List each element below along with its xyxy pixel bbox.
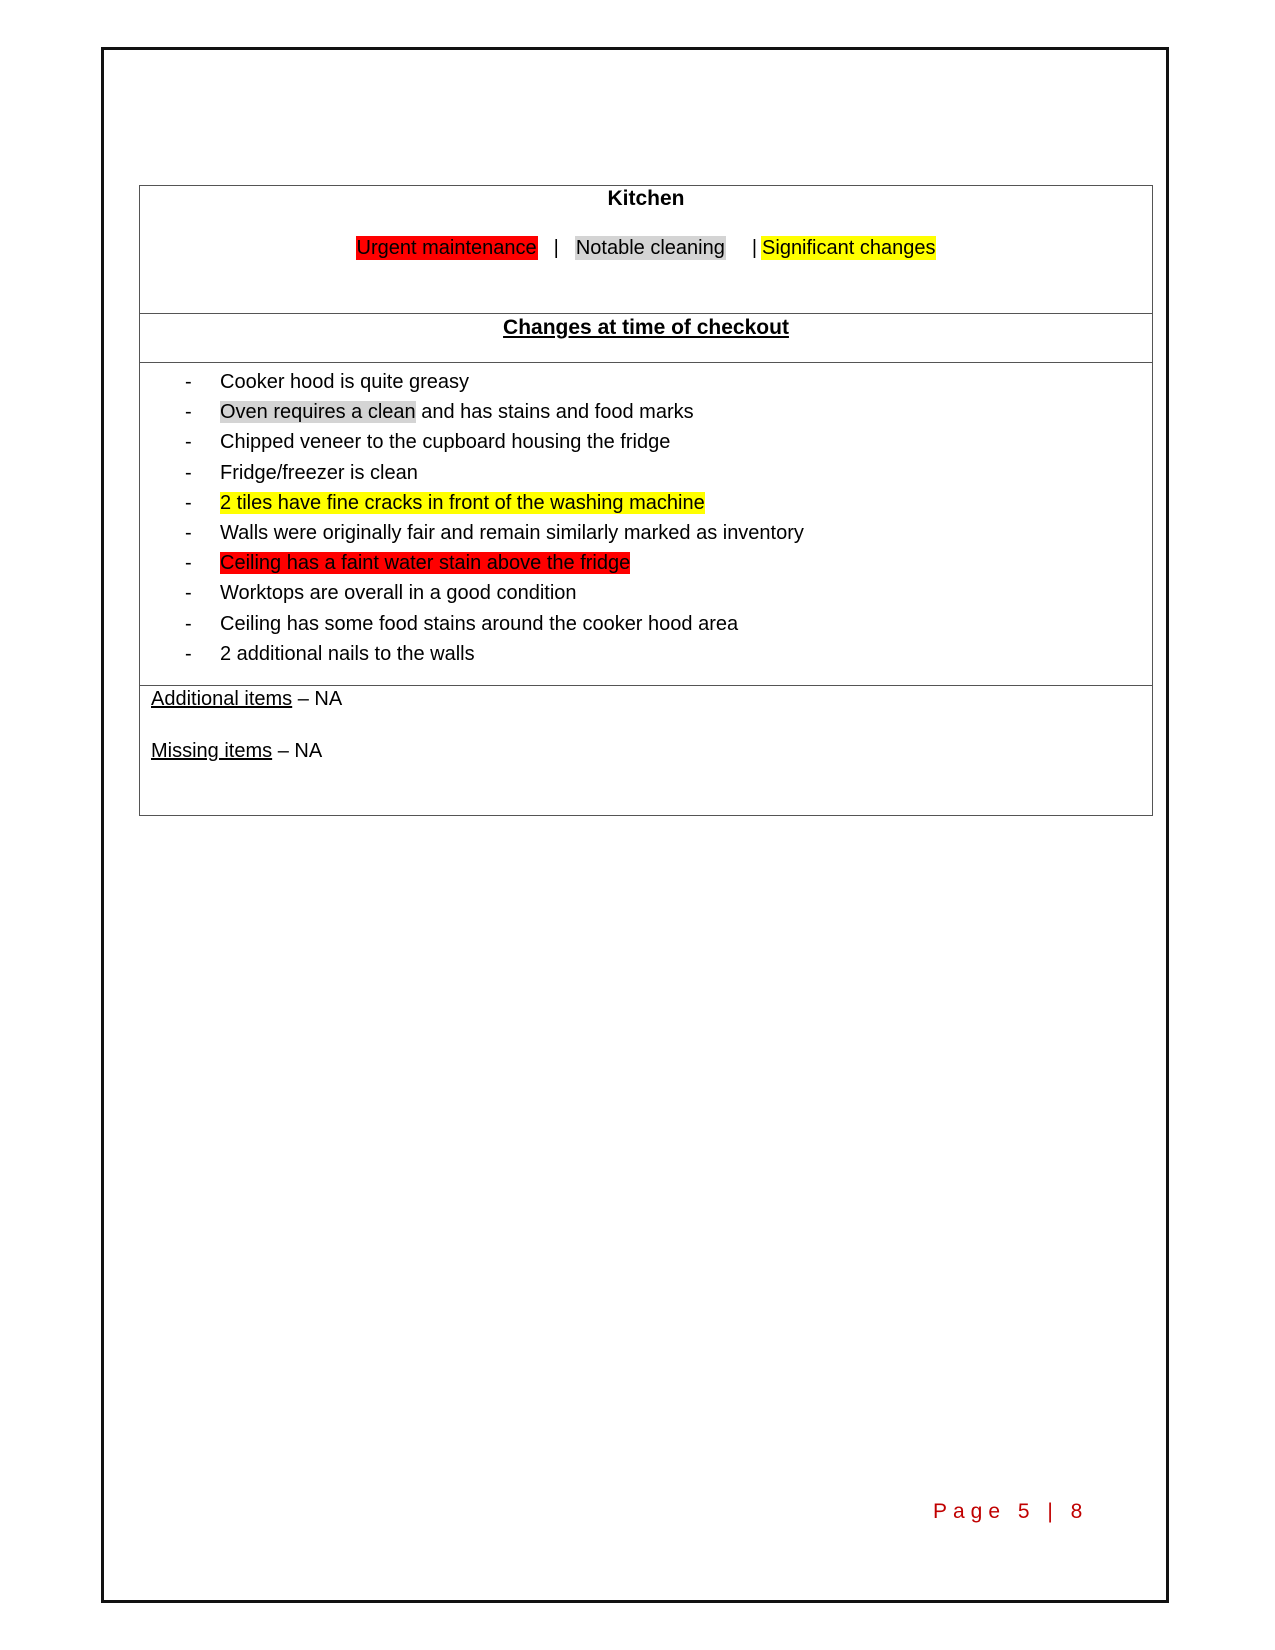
page-number: Page 5 | 8: [933, 1500, 1089, 1523]
bullet: -: [185, 461, 192, 484]
list-item: - Walls were originally fair and remain similarly marked as inventory: [140, 518, 1152, 548]
highlight-significant: 2 tiles have fine cracks in front of the washing machine: [220, 491, 705, 514]
missing-items-label: Missing items: [151, 740, 273, 762]
list-item: [140, 548, 1152, 578]
bullet: -: [185, 431, 192, 454]
list-item: - Worktops are overall in a good condition: [140, 578, 1152, 608]
bullet: -: [185, 521, 192, 544]
missing-items-value: – NA: [272, 740, 323, 762]
legend-separator: |: [751, 237, 758, 259]
bullet: -: [185, 612, 192, 635]
list-item: - 2 additional nails to the walls: [140, 639, 1152, 669]
bullet: -: [185, 582, 192, 605]
bullet: -: [185, 491, 192, 514]
legend-urgent-maintenance: Urgent maintenance: [356, 237, 537, 259]
additional-items: [151, 688, 342, 711]
bullet: -: [185, 642, 192, 665]
missing-items: [151, 740, 322, 763]
kitchen-report-table: [139, 185, 1153, 816]
bullet: -: [185, 552, 192, 575]
highlight-urgent: Ceiling has a faint water stain above the fridge: [220, 552, 631, 575]
list-item: - Ceiling has some food stains around the cooker hood area: [140, 609, 1152, 639]
list-item: - Chipped veneer to the cupboard housing the fridge: [140, 427, 1152, 457]
legend: [140, 237, 1152, 260]
bullet: -: [185, 401, 192, 424]
items-section: [140, 686, 1152, 815]
changes-section: [140, 363, 1152, 686]
bullet: -: [185, 371, 192, 393]
room-header: [140, 186, 1152, 314]
additional-items-label: Additional items: [151, 688, 293, 710]
list-item: - Oven requires a clean and has stains and food marks: [140, 397, 1152, 427]
section-title: Changes at time of checkout: [503, 316, 789, 339]
legend-significant-changes: Significant changes: [762, 237, 936, 259]
list-item: [140, 488, 1152, 518]
list-item: - Cooker hood is quite greasy: [140, 367, 1152, 397]
section-header: [140, 314, 1152, 363]
highlight-cleaning: Oven requires a clean: [220, 401, 416, 424]
changes-list: [140, 367, 1152, 669]
legend-notable-cleaning: Notable cleaning: [575, 237, 725, 259]
additional-items-value: – NA: [292, 688, 343, 710]
legend-separator: |: [553, 237, 559, 259]
room-title: Kitchen: [607, 187, 685, 210]
list-item: - Fridge/freezer is clean: [140, 458, 1152, 488]
